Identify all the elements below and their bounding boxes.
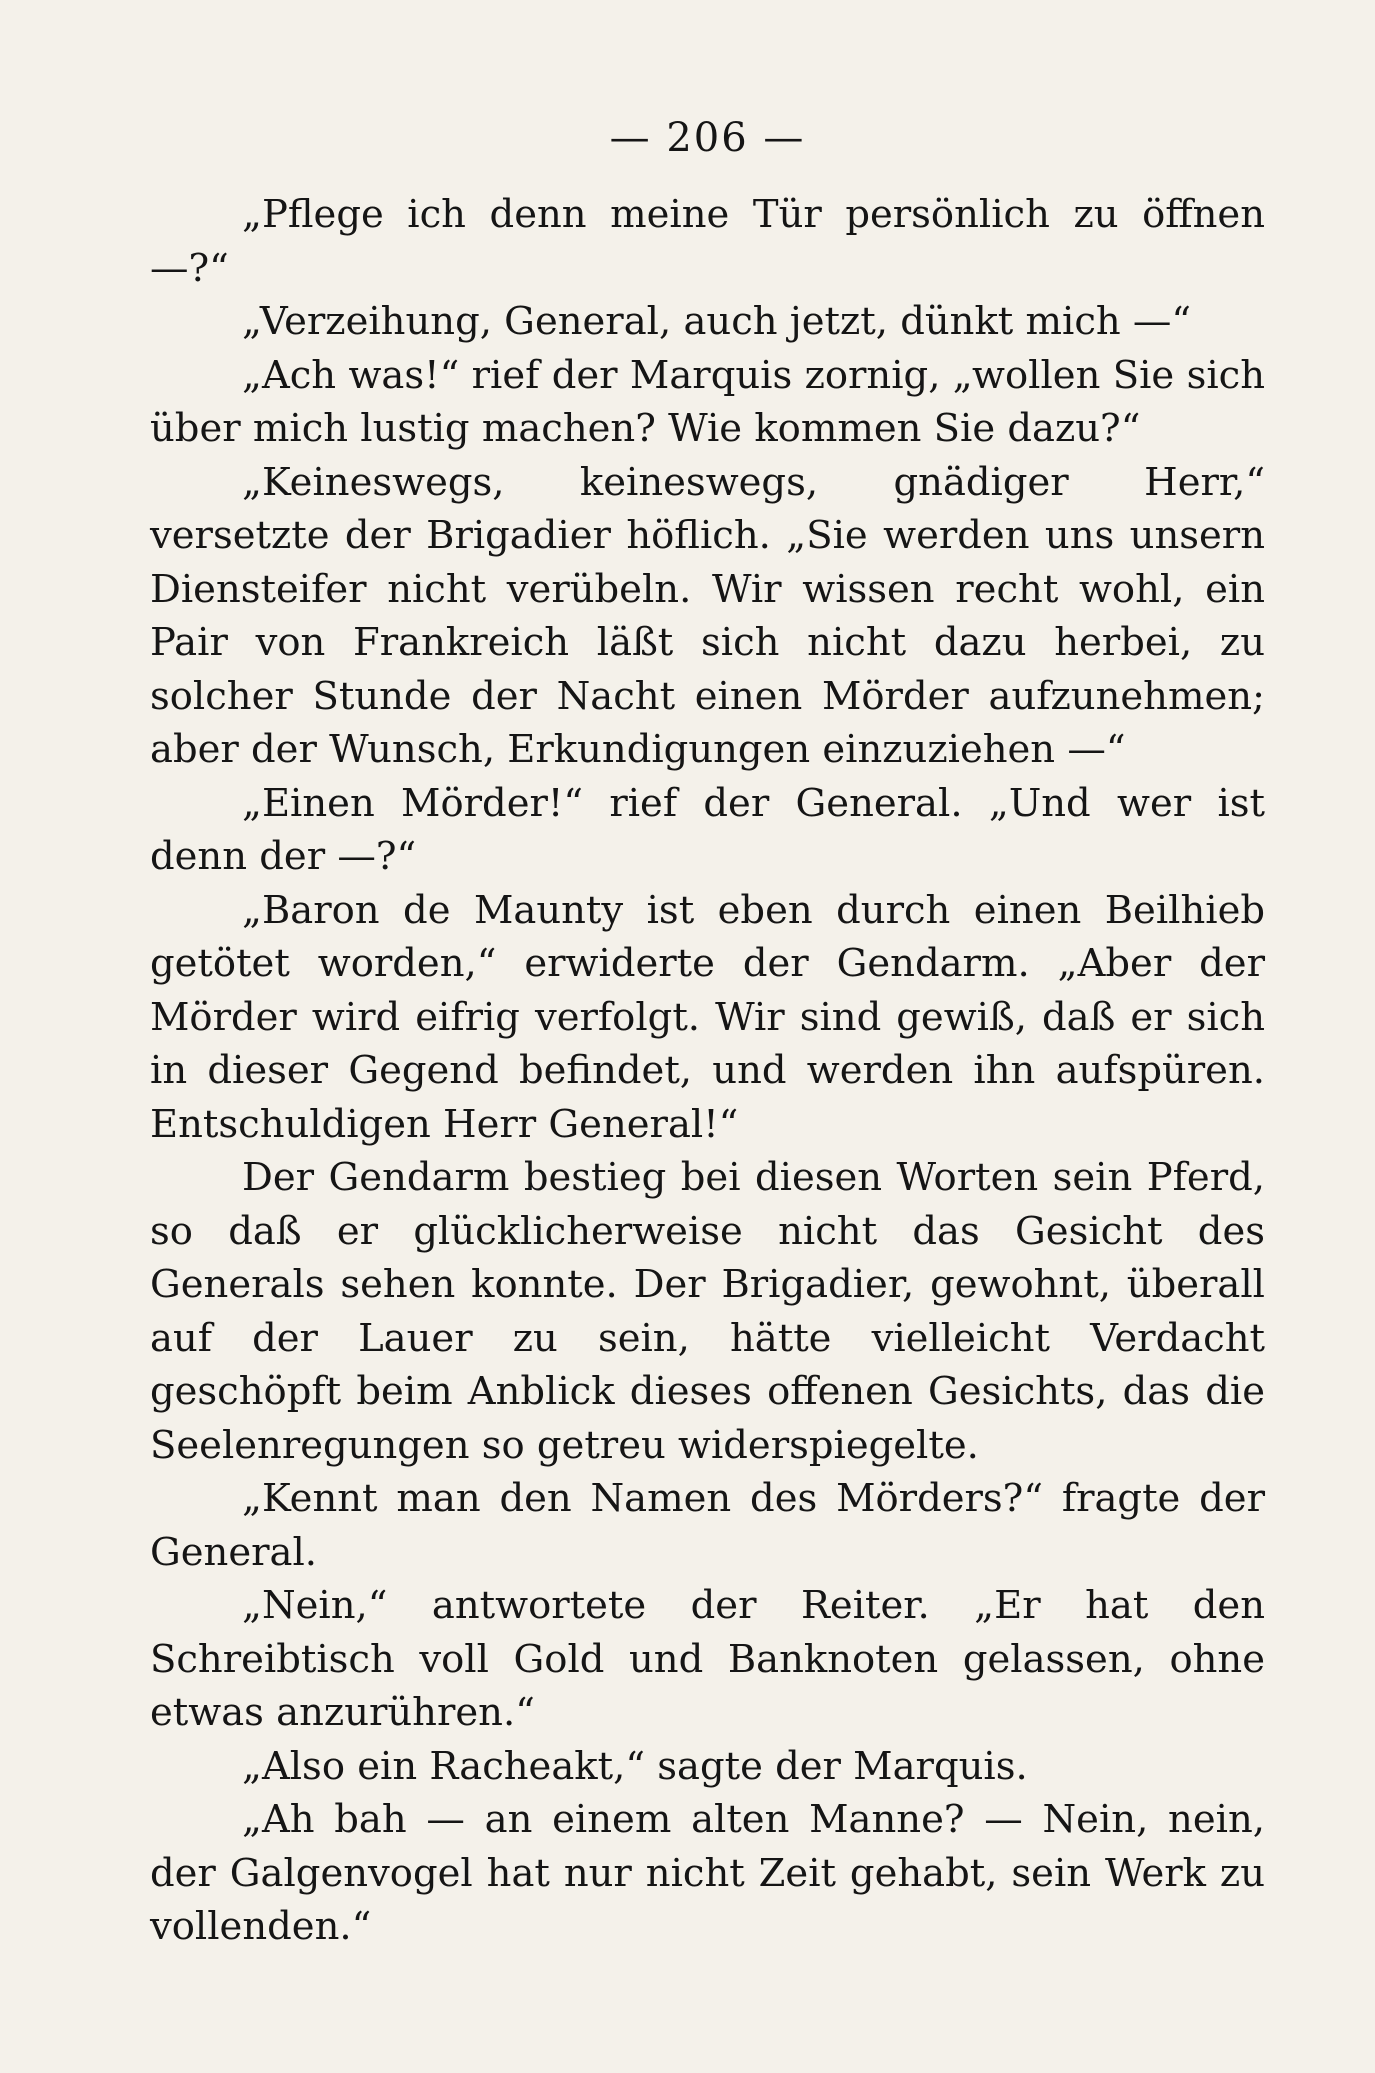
- paragraph: „Pflege ich denn meine Tür persönlich zu öffnen —?“: [150, 192, 1265, 291]
- paragraph: „Ach was!“ rief der Marquis zornig, „wollen Sie sich über mich lustig machen? Wie kommen Sie dazu?“: [150, 352, 1265, 451]
- paragraph: „Nein,“ antwortete der Reiter. „Er hat den Schreibtisch voll Gold und Banknoten gelassen, ohne etwas anzurühren.“: [150, 1583, 1265, 1735]
- body-text: [150, 188, 1265, 1954]
- paragraph: „Also ein Racheakt,“ sagte der Marquis.: [242, 1743, 1028, 1789]
- paragraph: „Ah bah — an einem alten Manne? — Nein, nein, der Galgenvogel hat nur nicht Zeit gehabt, sein Werk zu vollenden.“: [150, 1797, 1265, 1949]
- paragraph: „Keineswegs, keineswegs, gnädiger Herr,“ versetzte der Brigadier höflich. „Sie werden uns unsern Diensteifer nicht verübeln. Wir wissen recht wohl, ein Pair von Frankreich läßt sich nicht dazu herbei, zu solcher Stunde der Nacht einen Mörder aufzunehmen; aber der Wunsch, Erkundigungen einzuziehen —“: [150, 459, 1265, 772]
- paragraph: „Kennt man den Namen des Mörders?“ fragte der General.: [150, 1476, 1265, 1575]
- paragraph: „Baron de Maunty ist eben durch einen Beilhieb getötet worden,“ erwiderte der Gendarm. „Aber der Mörder wird eifrig verfolgt. Wir sind gewiß, daß er sich in dieser Gegend befindet, und werden ihn aufspüren. Entschuldigen Herr General!“: [150, 887, 1265, 1147]
- paragraph: Der Gendarm bestieg bei diesen Worten sein Pferd, so daß er glücklicherweise nicht das Gesicht des Generals sehen konnte. Der Brigadier, gewohnt, überall auf der Lauer zu sein, hätte vielleicht Verdacht geschöpft beim Anblick dieses offenen Gesichts, das die Seelenregungen so getreu widerspiegelte.: [150, 1155, 1265, 1468]
- paragraph: „Verzeihung, General, auch jetzt, dünkt mich —“: [242, 299, 1192, 344]
- paragraph: „Einen Mörder!“ rief der General. „Und wer ist denn der —?“: [150, 780, 1265, 879]
- page-number: — 206 —: [609, 115, 806, 161]
